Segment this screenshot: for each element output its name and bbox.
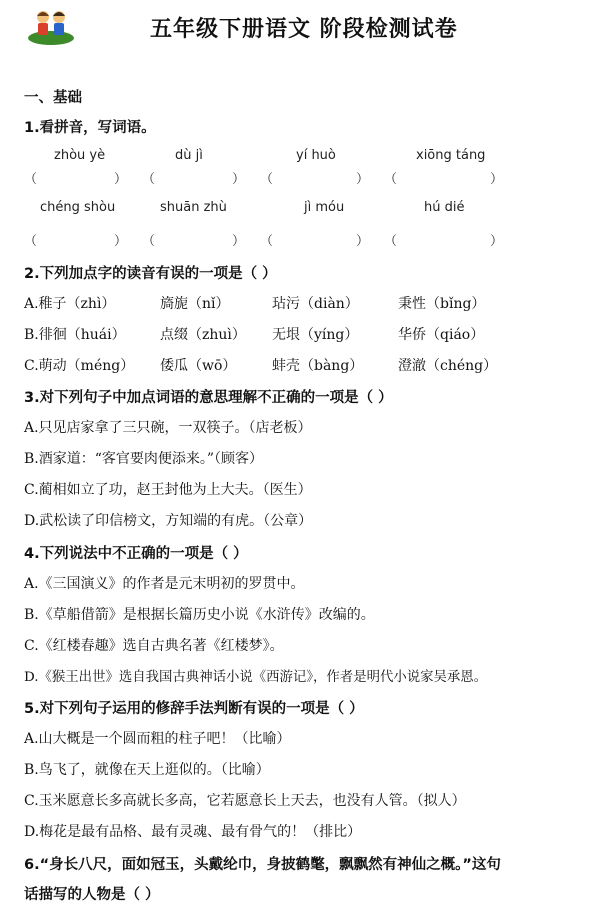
option-text: D.梅花是最有品格、最有灵魂、最有骨气的！（排比） <box>24 824 362 840</box>
option-text: C.《红楼春趣》选自古典名著《红楼梦》。 <box>24 638 284 654</box>
question-5-heading: 5.对下列句子运用的修辞手法判断有误的一项是（ ） <box>24 701 364 717</box>
pinyin: yí huò <box>296 148 336 163</box>
option-text: 无垠（yíng） <box>272 327 359 343</box>
pinyin: dù jì <box>175 148 203 163</box>
pinyin: shuān zhù <box>160 200 227 215</box>
question-6-heading: 6.“身长八尺，面如冠玉，头戴纶巾，身披鹤氅，飘飘然有神仙之概。”这句 <box>24 857 501 873</box>
answer-box-row: （ ） （ ） （ ） （ ） <box>24 234 504 249</box>
option-text: A.《三国演义》的作者是元末明初的罗贯中。 <box>24 576 305 592</box>
option-text: 秉性（bǐng） <box>398 296 486 312</box>
option-text: B.鸟飞了，就像在天上逛似的。（比喻） <box>24 762 270 778</box>
option-text: 蚌壳（bàng） <box>272 358 364 374</box>
option-text: 点缀（zhuì） <box>160 327 246 343</box>
answer-box-row: （ ） （ ） （ ） （ ） <box>24 172 504 187</box>
option-text: C.萌动（méng） <box>24 358 135 374</box>
pinyin: jì móu <box>304 200 345 215</box>
pinyin: hú dié <box>424 200 465 215</box>
option-text: A.山大概是一个圆而粗的柱子吧！（比喻） <box>24 731 291 747</box>
option-text: D.《猴王出世》选自我国古典神话小说《西游记》，作者是明代小说家吴承恩。 <box>24 670 488 685</box>
option-text: B.徘徊（huái） <box>24 327 126 343</box>
option-text: 倭瓜（wō） <box>160 358 237 374</box>
option-text: 旖旎（nǐ） <box>160 296 230 312</box>
option-text: C.蔺相如立了功，赵王封他为上大夫。（医生） <box>24 482 312 498</box>
option-text: C.玉米愿意长多高就长多高，它若愿意长上天去，也没有人管。（拟人） <box>24 793 466 809</box>
pinyin: zhòu yè <box>54 148 106 163</box>
option-text: 澄澈（chéng） <box>398 358 498 374</box>
section-heading: 一、基础 <box>24 90 82 106</box>
option-text: 玷污（diàn） <box>272 296 359 312</box>
page-title: 五年级下册语文 阶段检测试卷 <box>150 17 458 42</box>
question-1-heading: 1.看拼音，写词语。 <box>24 120 156 136</box>
pinyin: xiōng táng <box>416 148 486 163</box>
question-2-heading: 2.下列加点字的读音有误的一项是（ ） <box>24 266 277 282</box>
option-text: D.武松读了印信榜文，方知端的有虎。（公章） <box>24 513 313 529</box>
option-text: A.只见店家拿了三只碗，一双筷子。（店老板） <box>24 420 312 436</box>
question-4-heading: 4.下列说法中不正确的一项是（ ） <box>24 546 248 562</box>
school-logo-icon <box>26 8 76 46</box>
pinyin: chéng shòu <box>40 200 116 215</box>
question-6-heading-cont: 话描写的人物是（ ） <box>24 887 160 903</box>
option-text: 华侨（qiáo） <box>398 327 485 343</box>
option-text: B.酒家道：“客官要肉便添来。”（顾客） <box>24 451 264 467</box>
option-text: B.《草船借箭》是根据长篇历史小说《水浒传》改编的。 <box>24 607 375 623</box>
question-3-heading: 3.对下列句子中加点词语的意思理解不正确的一项是（ ） <box>24 390 393 406</box>
option-text: A.稚子（zhì） <box>24 296 116 312</box>
